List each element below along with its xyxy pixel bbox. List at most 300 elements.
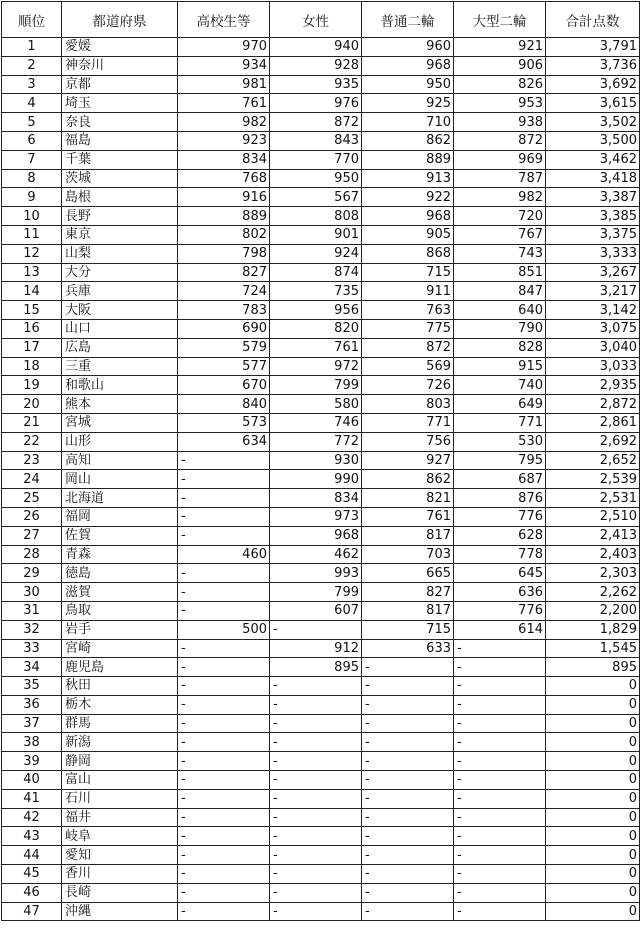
cell-total-points: 0 [546, 752, 640, 771]
table-row [2, 846, 640, 865]
cell-large-motorcycle: 872 [454, 131, 546, 150]
cell-large-motorcycle: 828 [454, 338, 546, 357]
header-total-points: 合計点数 [546, 2, 640, 38]
cell-prefecture: 神奈川 [62, 56, 178, 75]
cell-rank: 15 [2, 301, 62, 320]
cell-rank: 35 [2, 677, 62, 696]
header-large-motorcycle: 大型二輪 [454, 2, 546, 38]
table-row [2, 319, 640, 338]
cell-rank: 47 [2, 902, 62, 921]
cell-high-school: 579 [178, 338, 270, 357]
cell-large-motorcycle: 649 [454, 395, 546, 414]
cell-high-school: 577 [178, 357, 270, 376]
cell-standard-motorcycle: 775 [362, 319, 454, 338]
cell-prefecture: 埼玉 [62, 94, 178, 113]
table-row [2, 752, 640, 771]
cell-women: - [270, 827, 362, 846]
cell-total-points: 0 [546, 789, 640, 808]
cell-rank: 40 [2, 771, 62, 790]
cell-rank: 16 [2, 319, 62, 338]
cell-standard-motorcycle: 960 [362, 38, 454, 57]
cell-women: 928 [270, 56, 362, 75]
cell-high-school: - [178, 865, 270, 884]
cell-high-school: - [178, 695, 270, 714]
cell-women: 799 [270, 583, 362, 602]
cell-standard-motorcycle: 803 [362, 395, 454, 414]
cell-total-points: 2,303 [546, 564, 640, 583]
cell-women: 799 [270, 376, 362, 395]
cell-high-school: 500 [178, 620, 270, 639]
cell-total-points: 3,375 [546, 225, 640, 244]
cell-large-motorcycle: 906 [454, 56, 546, 75]
cell-standard-motorcycle: 710 [362, 113, 454, 132]
cell-women: 808 [270, 207, 362, 226]
cell-total-points: 0 [546, 883, 640, 902]
cell-large-motorcycle: 826 [454, 75, 546, 94]
header-row [2, 2, 640, 38]
table-row [2, 639, 640, 658]
cell-women: 930 [270, 451, 362, 470]
cell-high-school: 840 [178, 395, 270, 414]
ranking-table [1, 1, 640, 921]
cell-total-points: 3,615 [546, 94, 640, 113]
cell-women: - [270, 865, 362, 884]
cell-women: 968 [270, 526, 362, 545]
cell-large-motorcycle: - [454, 789, 546, 808]
cell-total-points: 3,385 [546, 207, 640, 226]
cell-women: - [270, 752, 362, 771]
table-row [2, 376, 640, 395]
cell-total-points: 0 [546, 733, 640, 752]
cell-prefecture: 青森 [62, 545, 178, 564]
cell-prefecture: 長野 [62, 207, 178, 226]
cell-high-school: 982 [178, 113, 270, 132]
cell-standard-motorcycle: - [362, 658, 454, 677]
cell-total-points: 3,075 [546, 319, 640, 338]
cell-standard-motorcycle: 922 [362, 188, 454, 207]
cell-rank: 2 [2, 56, 62, 75]
cell-large-motorcycle: - [454, 846, 546, 865]
cell-high-school: 934 [178, 56, 270, 75]
cell-total-points: 2,413 [546, 526, 640, 545]
cell-large-motorcycle: 847 [454, 282, 546, 301]
cell-women: - [270, 808, 362, 827]
cell-large-motorcycle: 790 [454, 319, 546, 338]
cell-standard-motorcycle: - [362, 789, 454, 808]
cell-large-motorcycle: - [454, 695, 546, 714]
cell-standard-motorcycle: - [362, 752, 454, 771]
cell-standard-motorcycle: 633 [362, 639, 454, 658]
cell-rank: 6 [2, 131, 62, 150]
cell-high-school: - [178, 583, 270, 602]
cell-prefecture: 山口 [62, 319, 178, 338]
cell-prefecture: 東京 [62, 225, 178, 244]
cell-women: 924 [270, 244, 362, 263]
cell-rank: 4 [2, 94, 62, 113]
cell-large-motorcycle: 969 [454, 150, 546, 169]
cell-prefecture: 千葉 [62, 150, 178, 169]
cell-large-motorcycle: - [454, 771, 546, 790]
cell-total-points: 3,736 [546, 56, 640, 75]
cell-rank: 17 [2, 338, 62, 357]
cell-rank: 3 [2, 75, 62, 94]
cell-high-school: - [178, 564, 270, 583]
cell-high-school: - [178, 451, 270, 470]
cell-total-points: 1,545 [546, 639, 640, 658]
cell-high-school: - [178, 470, 270, 489]
table-row [2, 564, 640, 583]
cell-large-motorcycle: - [454, 677, 546, 696]
cell-prefecture: 富山 [62, 771, 178, 790]
cell-standard-motorcycle: 827 [362, 583, 454, 602]
cell-total-points: 3,033 [546, 357, 640, 376]
cell-rank: 22 [2, 432, 62, 451]
cell-prefecture: 岡山 [62, 470, 178, 489]
cell-standard-motorcycle: 569 [362, 357, 454, 376]
cell-high-school: - [178, 752, 270, 771]
cell-large-motorcycle: 636 [454, 583, 546, 602]
table-row [2, 113, 640, 132]
cell-total-points: 3,692 [546, 75, 640, 94]
cell-women: 874 [270, 263, 362, 282]
cell-rank: 37 [2, 714, 62, 733]
cell-large-motorcycle: - [454, 733, 546, 752]
cell-prefecture: 新潟 [62, 733, 178, 752]
cell-total-points: 0 [546, 846, 640, 865]
cell-women: 972 [270, 357, 362, 376]
cell-rank: 7 [2, 150, 62, 169]
cell-women: 462 [270, 545, 362, 564]
table-row [2, 714, 640, 733]
cell-prefecture: 山形 [62, 432, 178, 451]
table-row [2, 733, 640, 752]
cell-total-points: 2,935 [546, 376, 640, 395]
cell-total-points: 2,262 [546, 583, 640, 602]
table-row [2, 395, 640, 414]
cell-large-motorcycle: 778 [454, 545, 546, 564]
table-row [2, 169, 640, 188]
cell-standard-motorcycle: 715 [362, 263, 454, 282]
cell-prefecture: 岐阜 [62, 827, 178, 846]
cell-rank: 27 [2, 526, 62, 545]
cell-standard-motorcycle: 715 [362, 620, 454, 639]
cell-total-points: 3,267 [546, 263, 640, 282]
cell-rank: 23 [2, 451, 62, 470]
cell-high-school: - [178, 771, 270, 790]
cell-large-motorcycle: 938 [454, 113, 546, 132]
header-prefecture: 都道府県 [62, 2, 178, 38]
cell-high-school: - [178, 827, 270, 846]
table-row [2, 150, 640, 169]
table-row [2, 695, 640, 714]
cell-women: - [270, 677, 362, 696]
cell-standard-motorcycle: 862 [362, 470, 454, 489]
cell-rank: 12 [2, 244, 62, 263]
table-row [2, 263, 640, 282]
cell-total-points: 0 [546, 808, 640, 827]
cell-rank: 41 [2, 789, 62, 808]
cell-women: - [270, 695, 362, 714]
cell-high-school: 573 [178, 413, 270, 432]
cell-rank: 26 [2, 507, 62, 526]
table-row [2, 789, 640, 808]
cell-total-points: 2,531 [546, 489, 640, 508]
header-high-school: 高校生等 [178, 2, 270, 38]
cell-total-points: 3,333 [546, 244, 640, 263]
cell-prefecture: 愛媛 [62, 38, 178, 57]
cell-standard-motorcycle: 911 [362, 282, 454, 301]
cell-women: 872 [270, 113, 362, 132]
cell-large-motorcycle: - [454, 658, 546, 677]
cell-standard-motorcycle: 817 [362, 526, 454, 545]
cell-high-school: - [178, 714, 270, 733]
cell-women: - [270, 733, 362, 752]
cell-high-school: 670 [178, 376, 270, 395]
cell-high-school: - [178, 883, 270, 902]
cell-large-motorcycle: - [454, 865, 546, 884]
cell-standard-motorcycle: - [362, 883, 454, 902]
table-row [2, 677, 640, 696]
cell-total-points: 3,040 [546, 338, 640, 357]
cell-high-school: - [178, 526, 270, 545]
cell-high-school: - [178, 733, 270, 752]
table-row [2, 583, 640, 602]
cell-large-motorcycle: 876 [454, 489, 546, 508]
cell-prefecture: 大分 [62, 263, 178, 282]
cell-total-points: 2,692 [546, 432, 640, 451]
cell-total-points: 0 [546, 865, 640, 884]
cell-prefecture: 茨城 [62, 169, 178, 188]
cell-large-motorcycle: 921 [454, 38, 546, 57]
cell-women: 901 [270, 225, 362, 244]
table-row [2, 902, 640, 921]
cell-high-school: 889 [178, 207, 270, 226]
cell-rank: 14 [2, 282, 62, 301]
cell-prefecture: 長崎 [62, 883, 178, 902]
cell-high-school: - [178, 789, 270, 808]
table-row [2, 413, 640, 432]
cell-large-motorcycle: 982 [454, 188, 546, 207]
cell-women: 950 [270, 169, 362, 188]
cell-large-motorcycle: 640 [454, 301, 546, 320]
cell-rank: 38 [2, 733, 62, 752]
cell-prefecture: 秋田 [62, 677, 178, 696]
cell-prefecture: 大阪 [62, 301, 178, 320]
cell-women: 567 [270, 188, 362, 207]
cell-women: - [270, 902, 362, 921]
cell-total-points: 2,539 [546, 470, 640, 489]
cell-total-points: 3,791 [546, 38, 640, 57]
cell-high-school: 761 [178, 94, 270, 113]
cell-rank: 45 [2, 865, 62, 884]
cell-large-motorcycle: 530 [454, 432, 546, 451]
cell-prefecture: 宮崎 [62, 639, 178, 658]
cell-standard-motorcycle: 726 [362, 376, 454, 395]
cell-total-points: 2,403 [546, 545, 640, 564]
cell-total-points: 0 [546, 827, 640, 846]
cell-large-motorcycle: - [454, 714, 546, 733]
table-row [2, 620, 640, 639]
cell-standard-motorcycle: 665 [362, 564, 454, 583]
table-body [2, 38, 640, 921]
cell-high-school: - [178, 601, 270, 620]
cell-large-motorcycle: - [454, 883, 546, 902]
cell-women: - [270, 846, 362, 865]
cell-rank: 10 [2, 207, 62, 226]
cell-high-school: 460 [178, 545, 270, 564]
cell-standard-motorcycle: - [362, 714, 454, 733]
table-row [2, 56, 640, 75]
cell-large-motorcycle: 776 [454, 507, 546, 526]
cell-prefecture: 広島 [62, 338, 178, 357]
table-row [2, 244, 640, 263]
cell-women: - [270, 714, 362, 733]
cell-rank: 29 [2, 564, 62, 583]
cell-women: 973 [270, 507, 362, 526]
cell-large-motorcycle: 743 [454, 244, 546, 263]
cell-high-school: 981 [178, 75, 270, 94]
cell-large-motorcycle: 776 [454, 601, 546, 620]
cell-total-points: 3,217 [546, 282, 640, 301]
cell-total-points: 2,510 [546, 507, 640, 526]
table-row [2, 470, 640, 489]
cell-prefecture: 高知 [62, 451, 178, 470]
cell-women: 735 [270, 282, 362, 301]
cell-rank: 19 [2, 376, 62, 395]
cell-large-motorcycle: 687 [454, 470, 546, 489]
cell-high-school: 916 [178, 188, 270, 207]
cell-women: - [270, 771, 362, 790]
cell-rank: 39 [2, 752, 62, 771]
cell-rank: 34 [2, 658, 62, 677]
cell-high-school: 634 [178, 432, 270, 451]
cell-standard-motorcycle: - [362, 677, 454, 696]
cell-women: 761 [270, 338, 362, 357]
cell-standard-motorcycle: 913 [362, 169, 454, 188]
cell-total-points: 0 [546, 902, 640, 921]
cell-high-school: 783 [178, 301, 270, 320]
cell-prefecture: 岩手 [62, 620, 178, 639]
cell-standard-motorcycle: 862 [362, 131, 454, 150]
cell-rank: 5 [2, 113, 62, 132]
cell-large-motorcycle: - [454, 902, 546, 921]
table-row [2, 75, 640, 94]
cell-standard-motorcycle: 756 [362, 432, 454, 451]
table-row [2, 432, 640, 451]
cell-women: - [270, 789, 362, 808]
cell-total-points: 3,502 [546, 113, 640, 132]
cell-rank: 33 [2, 639, 62, 658]
cell-standard-motorcycle: 763 [362, 301, 454, 320]
table-row [2, 301, 640, 320]
cell-prefecture: 栃木 [62, 695, 178, 714]
cell-rank: 31 [2, 601, 62, 620]
cell-standard-motorcycle: 703 [362, 545, 454, 564]
cell-high-school: 827 [178, 263, 270, 282]
cell-large-motorcycle: - [454, 639, 546, 658]
table-row [2, 865, 640, 884]
cell-women: 843 [270, 131, 362, 150]
cell-women: 976 [270, 94, 362, 113]
cell-prefecture: 福島 [62, 131, 178, 150]
cell-women: 935 [270, 75, 362, 94]
cell-total-points: 0 [546, 714, 640, 733]
table-row [2, 451, 640, 470]
cell-standard-motorcycle: - [362, 846, 454, 865]
cell-total-points: 895 [546, 658, 640, 677]
cell-total-points: 1,829 [546, 620, 640, 639]
cell-standard-motorcycle: 927 [362, 451, 454, 470]
cell-high-school: 798 [178, 244, 270, 263]
cell-standard-motorcycle: 821 [362, 489, 454, 508]
cell-high-school: 768 [178, 169, 270, 188]
cell-rank: 46 [2, 883, 62, 902]
table-row [2, 225, 640, 244]
cell-women: 746 [270, 413, 362, 432]
cell-prefecture: 静岡 [62, 752, 178, 771]
cell-total-points: 2,861 [546, 413, 640, 432]
cell-high-school: - [178, 846, 270, 865]
cell-women: 940 [270, 38, 362, 57]
cell-rank: 21 [2, 413, 62, 432]
cell-rank: 18 [2, 357, 62, 376]
cell-standard-motorcycle: 925 [362, 94, 454, 113]
cell-prefecture: 香川 [62, 865, 178, 884]
cell-total-points: 3,387 [546, 188, 640, 207]
table-row [2, 94, 640, 113]
cell-standard-motorcycle: 761 [362, 507, 454, 526]
cell-rank: 36 [2, 695, 62, 714]
cell-standard-motorcycle: - [362, 695, 454, 714]
cell-women: 770 [270, 150, 362, 169]
cell-standard-motorcycle: - [362, 865, 454, 884]
cell-large-motorcycle: 771 [454, 413, 546, 432]
cell-standard-motorcycle: 889 [362, 150, 454, 169]
cell-rank: 20 [2, 395, 62, 414]
cell-large-motorcycle: 645 [454, 564, 546, 583]
cell-rank: 24 [2, 470, 62, 489]
cell-prefecture: 山梨 [62, 244, 178, 263]
cell-standard-motorcycle: 817 [362, 601, 454, 620]
cell-standard-motorcycle: 968 [362, 207, 454, 226]
cell-large-motorcycle: 851 [454, 263, 546, 282]
cell-women: 993 [270, 564, 362, 583]
cell-large-motorcycle: 787 [454, 169, 546, 188]
cell-rank: 8 [2, 169, 62, 188]
cell-large-motorcycle: 740 [454, 376, 546, 395]
cell-total-points: 3,462 [546, 150, 640, 169]
table-row [2, 282, 640, 301]
cell-large-motorcycle: - [454, 808, 546, 827]
cell-total-points: 2,652 [546, 451, 640, 470]
cell-women: 956 [270, 301, 362, 320]
cell-prefecture: 群馬 [62, 714, 178, 733]
cell-large-motorcycle: 720 [454, 207, 546, 226]
cell-large-motorcycle: 915 [454, 357, 546, 376]
table-row [2, 601, 640, 620]
cell-prefecture: 佐賀 [62, 526, 178, 545]
table-row [2, 357, 640, 376]
cell-standard-motorcycle: - [362, 808, 454, 827]
header-standard-motorcycle: 普通二輪 [362, 2, 454, 38]
cell-rank: 43 [2, 827, 62, 846]
cell-large-motorcycle: 628 [454, 526, 546, 545]
cell-large-motorcycle: 614 [454, 620, 546, 639]
cell-prefecture: 兵庫 [62, 282, 178, 301]
cell-high-school: 690 [178, 319, 270, 338]
cell-prefecture: 奈良 [62, 113, 178, 132]
cell-women: 895 [270, 658, 362, 677]
